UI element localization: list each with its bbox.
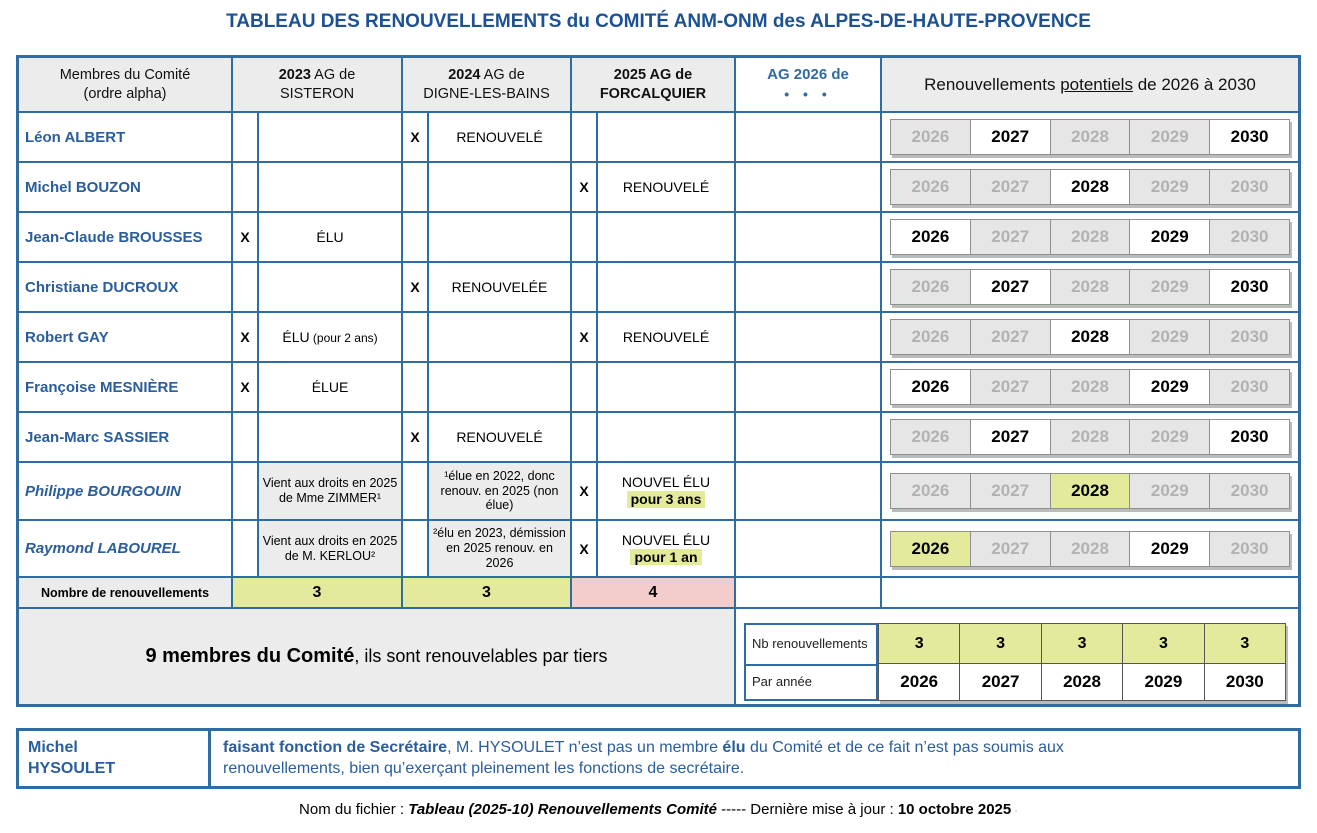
year-total-cell: 2030 [1225, 672, 1264, 692]
summary-right-area [736, 609, 1298, 704]
mark-cell-2024 [403, 213, 429, 261]
secretary-name-line2: HYSOULET [28, 759, 116, 777]
year-cell: 2027 [971, 320, 1051, 354]
par-annee-label: Par année [752, 674, 812, 690]
note-cell-2023: ÉLU [259, 213, 403, 261]
year-cell: 2029 [1130, 370, 1210, 404]
count-cell: 3 [1123, 624, 1204, 663]
ag2026-cell [736, 263, 882, 311]
mark-cell-2023 [233, 463, 259, 519]
totals-row [19, 578, 1298, 609]
table-header-row [19, 58, 1298, 113]
year-cell: 2029 [1130, 220, 1210, 254]
year-cell: 2029 [1130, 532, 1210, 566]
header-ag-2024-rest: AG de [480, 67, 525, 84]
count-cell: 3 [1042, 624, 1123, 663]
mark-cell-2023: X [233, 363, 259, 411]
mark-cell-2025 [572, 113, 598, 161]
year-cell: 2029 [1130, 420, 1210, 454]
year-cell: 2028 [1051, 320, 1131, 354]
year-strip-cell [882, 263, 1298, 311]
count-cell: 3 [879, 624, 960, 663]
year-cell: 2030 [1210, 120, 1289, 154]
year-cell: 2026 [891, 420, 971, 454]
totals-value-2024: 3 [403, 578, 572, 607]
year-cell: 2030 [1210, 170, 1289, 204]
footer-file-name: Tableau (2025-10) Renouvellements Comité [408, 801, 717, 818]
mark-cell-2024 [403, 313, 429, 361]
year-cell: 2029 [1130, 320, 1210, 354]
mark-cell-2025 [572, 363, 598, 411]
year-strip [890, 473, 1290, 509]
note-cell-2025: NOUVEL ÉLU pour 3 ans [598, 463, 736, 519]
header-members-line2: (ordre alpha) [83, 85, 167, 102]
year-total-cell: 2027 [960, 664, 1041, 700]
table-row [19, 213, 1298, 263]
totals-value-2025: 4 [572, 578, 736, 607]
counts-row [879, 624, 1285, 664]
year-cell: 2030 [1210, 270, 1289, 304]
note-cell-2025 [598, 413, 736, 461]
year-cell: 2027 [971, 120, 1051, 154]
header-ag-2025-city: FORCALQUIER [599, 85, 707, 102]
year-strip [890, 219, 1290, 255]
ag2026-cell [736, 213, 882, 261]
mark-cell-2024 [403, 521, 429, 576]
mark-cell-2024: X [403, 263, 429, 311]
year-strip [890, 531, 1290, 567]
member-name: Christiane DUCROUX [19, 263, 233, 311]
year-cell: 2030 [1210, 320, 1289, 354]
secretary-bold1: faisant fonction de Secrétaire [223, 739, 448, 756]
note-cell-2024: ¹élue en 2022, donc renouv. en 2025 (non élue) [429, 463, 572, 519]
year-total-cell: 2028 [1042, 664, 1123, 700]
totals-years-cell [882, 578, 1298, 607]
year-cell: 2028 [1051, 120, 1131, 154]
ag2026-cell [736, 463, 882, 519]
year-cell: 2026 [891, 474, 971, 508]
table-row [19, 163, 1298, 213]
footer-label: Nom du fichier : [299, 801, 409, 818]
year-cell: 2027 [971, 474, 1051, 508]
note-cell-2025 [598, 113, 736, 161]
summary-rest: , ils sont renouvelables par tiers [354, 646, 608, 666]
mark-cell-2023 [233, 521, 259, 576]
header-ag-2023-year: 2023 [278, 67, 311, 84]
secretary-bold2: élu [722, 739, 746, 756]
header-ag-2023-rest: AG de [310, 67, 356, 84]
totals-ag2026-cell [736, 578, 882, 607]
table-row [19, 521, 1298, 578]
note-cell-2023: Vient aux droits en 2025 de Mme ZIMMER¹ [259, 463, 403, 519]
note-cell-2024 [429, 163, 572, 211]
table-row [19, 313, 1298, 363]
table-row [19, 113, 1298, 163]
note-cell-2025: RENOUVELÉ [598, 313, 736, 361]
year-cell: 2030 [1210, 420, 1289, 454]
note-cell-2024: RENOUVELÉ [429, 413, 572, 461]
member-name: Françoise MESNIÈRE [19, 363, 233, 411]
year-cell: 2029 [1130, 170, 1210, 204]
year-cell: 2027 [971, 420, 1051, 454]
year-strip [890, 119, 1290, 155]
year-cell: 2027 [971, 270, 1051, 304]
ag2026-cell [736, 113, 882, 161]
header-renewals-underlined: potentiels [1060, 74, 1133, 94]
member-name: Philippe BOURGOUIN [19, 463, 233, 519]
note-cell-2023 [259, 113, 403, 161]
secretary-name [19, 731, 211, 786]
year-cell: 2029 [1130, 474, 1210, 508]
header-members-line1: Membres du Comité [59, 67, 191, 84]
note-cell-2023 [259, 413, 403, 461]
member-name: Jean-Marc SASSIER [19, 413, 233, 461]
note-cell-2023: ÉLU (pour 2 ans) [259, 313, 403, 361]
ag2026-cell [736, 363, 882, 411]
note-cell-2025 [598, 363, 736, 411]
year-strip-cell [882, 363, 1298, 411]
summary-row [19, 609, 1298, 704]
secretary-rest: du Comité et de ce fait n’est pas soumis aux renouvellements, bien qu’exerçant pleinement les fonctions de secrétaire. [223, 739, 1064, 778]
page-title: TABLEAU DES RENOUVELLEMENTS du COMITÉ ANM-ONM des ALPES-DE-HAUTE-PROVENCE [226, 11, 1091, 32]
note-cell-2025 [598, 213, 736, 261]
header-ag-2025-year: 2025 [613, 67, 647, 84]
year-strip [890, 269, 1290, 305]
secretary-name-line1: Michel [28, 739, 78, 756]
year-cell: 2026 [891, 220, 971, 254]
year-strip [890, 369, 1290, 405]
header-ag-2025 [572, 58, 736, 111]
year-cell: 2027 [971, 532, 1051, 566]
mark-cell-2023 [233, 263, 259, 311]
header-renewals-pre: Renouvellements [924, 74, 1061, 94]
header-ag-2024-year: 2024 [448, 67, 481, 84]
year-cell: 2026 [891, 320, 971, 354]
mark-cell-2025: X [572, 463, 598, 519]
year-cell: 2030 [1210, 474, 1289, 508]
note-cell-2024 [429, 213, 572, 261]
ag2026-cell [736, 163, 882, 211]
mark-cell-2024 [403, 463, 429, 519]
mark-cell-2024 [403, 363, 429, 411]
note-cell-2024: RENOUVELÉ [429, 113, 572, 161]
year-cell: 2027 [971, 170, 1051, 204]
note-cell-2024: ²élu en 2023, démission en 2025 renouv. en 2026 [429, 521, 572, 576]
ag2026-cell [736, 413, 882, 461]
year-cell: 2030 [1210, 220, 1289, 254]
ellipsis-dots-icon: • • • [784, 85, 832, 102]
year-cell: 2028 [1051, 220, 1131, 254]
year-cell: 2026 [891, 170, 971, 204]
note-cell-2024 [429, 363, 572, 411]
footer [0, 801, 1317, 818]
header-renewals-post: de 2026 à 2030 [1132, 74, 1256, 94]
year-strip-cell [882, 413, 1298, 461]
summary-bold: 9 membres du Comité [145, 645, 355, 667]
year-strip-cell [882, 113, 1298, 161]
member-name: Michel BOUZON [19, 163, 233, 211]
header-members [19, 58, 233, 111]
year-cell: 2029 [1130, 120, 1210, 154]
header-ag-2023 [233, 58, 403, 111]
year-cell: 2028 [1051, 270, 1131, 304]
note-cell-2025 [598, 263, 736, 311]
member-name: Léon ALBERT [19, 113, 233, 161]
note-cell-2023 [259, 263, 403, 311]
note-cell-2024: RENOUVELÉE [429, 263, 572, 311]
table-row [19, 413, 1298, 463]
mark-cell-2023 [233, 413, 259, 461]
table-row [19, 463, 1298, 521]
note-cell-2023: ÉLUE [259, 363, 403, 411]
renewal-counts-table [878, 623, 1286, 701]
note-cell-2023: Vient aux droits en 2025 de M. KERLOU² [259, 521, 403, 576]
note-cell-2025: NOUVEL ÉLU pour 1 an [598, 521, 736, 576]
year-strip [890, 319, 1290, 355]
mark-cell-2023: X [233, 213, 259, 261]
header-renewals [882, 58, 1298, 111]
mark-cell-2023: X [233, 313, 259, 361]
note-cell-2023 [259, 163, 403, 211]
mark-cell-2025: X [572, 521, 598, 576]
year-strip-cell [882, 163, 1298, 211]
mark-cell-2025 [572, 213, 598, 261]
count-cell: 3 [1205, 624, 1285, 663]
years-row [879, 664, 1285, 700]
year-strip-cell [882, 313, 1298, 361]
year-cell: 2026 [891, 120, 971, 154]
nb-renouvellements-label: Nb renouvellements [746, 625, 876, 666]
header-ag-2023-city: SISTERON [279, 85, 355, 102]
ag2026-cell [736, 521, 882, 576]
year-cell: 2027 [971, 370, 1051, 404]
mark-cell-2025: X [572, 163, 598, 211]
year-cell: 2026 [891, 370, 971, 404]
totals-label: Nombre de renouvellements [19, 578, 233, 607]
header-ag-2024-city: DIGNE-LES-BAINS [423, 85, 550, 102]
mark-cell-2025 [572, 413, 598, 461]
footer-separator: ----- Dernière mise à jour : [716, 801, 898, 818]
header-ag-2026-label: AG 2026 de [767, 65, 849, 83]
mark-cell-2023 [233, 163, 259, 211]
year-cell: 2028 [1051, 370, 1131, 404]
year-strip [890, 169, 1290, 205]
year-strip-cell [882, 213, 1298, 261]
table-row [19, 263, 1298, 313]
year-strip-cell [882, 463, 1298, 519]
secretary-mid: , M. HYSOULET n’est pas un membre [447, 739, 723, 756]
mark-cell-2024: X [403, 113, 429, 161]
year-cell: 2028 [1051, 420, 1131, 454]
summary-cell [19, 609, 736, 704]
table-row [19, 363, 1298, 413]
note-cell-2025: RENOUVELÉ [598, 163, 736, 211]
year-cell: 2028 [1051, 170, 1131, 204]
secretary-text [211, 731, 1298, 786]
year-cell: 2026 [891, 532, 971, 566]
note-cell-2024 [429, 313, 572, 361]
year-cell: 2030 [1210, 370, 1289, 404]
mark-cell-2025: X [572, 313, 598, 361]
mark-cell-2024 [403, 163, 429, 211]
year-total-cell: 2026 [879, 664, 960, 700]
count-cell: 3 [960, 624, 1041, 663]
member-name: Raymond LABOUREL [19, 521, 233, 576]
footer-date: 10 octobre 2025 [897, 801, 1012, 818]
ag2026-cell [736, 313, 882, 361]
year-cell: 2028 [1051, 474, 1131, 508]
year-cell: 2030 [1210, 532, 1289, 566]
footer-tail: · [1011, 805, 1018, 817]
header-ag-2024 [403, 58, 572, 111]
year-total-cell: 2029 [1123, 664, 1204, 700]
secretary-block [16, 728, 1301, 789]
year-strip-cell [882, 521, 1298, 576]
year-cell: 2026 [891, 270, 971, 304]
year-cell: 2027 [971, 220, 1051, 254]
year-cell: 2029 [1130, 270, 1210, 304]
header-ag-2026 [736, 58, 882, 111]
year-cell: 2028 [1051, 532, 1131, 566]
totals-value-2023: 3 [233, 578, 403, 607]
header-ag-2025-rest: AG de [646, 67, 693, 84]
renewals-per-year-mini-table [744, 623, 878, 701]
mark-cell-2024: X [403, 413, 429, 461]
year-strip [890, 419, 1290, 455]
mark-cell-2025 [572, 263, 598, 311]
member-name: Robert GAY [19, 313, 233, 361]
mark-cell-2023 [233, 113, 259, 161]
member-name: Jean-Claude BROUSSES [19, 213, 233, 261]
renewals-table [16, 55, 1301, 707]
